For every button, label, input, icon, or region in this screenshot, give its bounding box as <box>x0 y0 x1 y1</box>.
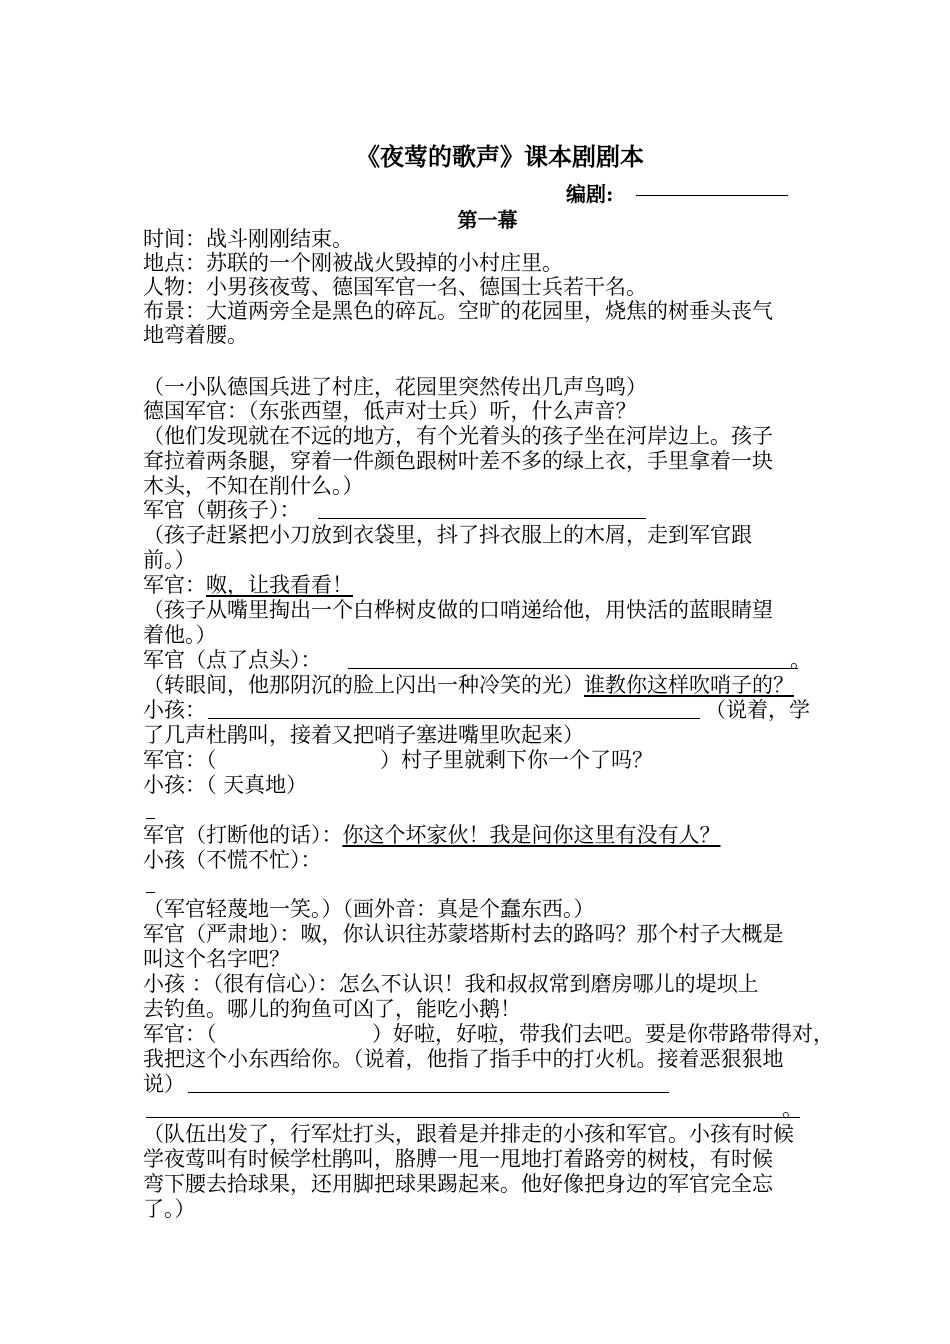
stage-direction: （军官轻蔑地一笑。）（画外音：真是个蠢东西。） <box>143 897 595 921</box>
stage-direction: 学夜莺叫有时候学杜鹃叫，胳膊一甩一甩地打着路旁的树枝，有时候 <box>143 1147 773 1171</box>
stage-direction-text: （转眼间，他那阴沉的脸上闪出一种冷笑的光） <box>143 673 584 697</box>
underlined-answer: 谁教你这样吹哨子的？ <box>584 673 794 697</box>
speaker-label: 军官：（ <box>143 748 217 772</box>
fill-in-blank <box>348 668 798 669</box>
setting-line-cont: 地弯着腰。 <box>143 323 248 347</box>
dialogue-line <box>143 698 206 722</box>
speaker-label: 军官： <box>143 573 206 597</box>
stage-direction <box>143 673 794 697</box>
stage-direction-text: （说着，学 <box>705 698 810 722</box>
stage-direction: （队伍出发了，行军灶打头，跟着是并排走的小孩和军官。小孩有时候 <box>143 1122 794 1146</box>
dialogue-line <box>143 573 353 597</box>
author-label: 编剧: <box>566 182 614 206</box>
stage-direction: 木头，不知在削什么。） <box>143 474 364 498</box>
stage-direction: （一小队德国兵进了村庄，花园里突然传出几声鸟鸣） <box>143 375 647 399</box>
dialogue-line <box>143 748 217 772</box>
speaker-label: 小孩： <box>143 698 206 722</box>
stage-direction: （他们发现就在不远的地方，有个光着头的孩子坐在河岸边上。孩子 <box>143 424 773 448</box>
underlined-answer: 你这个坏家伙！我是问你这里有没有人？ <box>342 823 721 847</box>
dialogue-line <box>143 823 721 847</box>
dialogue-line: 叫这个名字吧？ <box>143 947 290 971</box>
dialogue-line: 德国军官：（东张西望，低声对士兵）听，什么声音？ <box>143 399 637 423</box>
script-title: 《夜莺的歌声》课本剧剧本 <box>356 142 644 171</box>
dialogue-line: 军官（严肃地）：呶，你认识往苏蒙塔斯村去的路吗？那个村子大概是 <box>143 922 784 946</box>
author-line <box>566 178 613 207</box>
dialogue-text: ）村子里就剩下你一个了吗？ <box>380 748 653 772</box>
speaker-label: 军官（点了点头）： <box>143 648 322 672</box>
fill-in-blank <box>146 1117 800 1118</box>
fill-in-blank <box>188 1092 669 1093</box>
setting-line: 布景：大道两旁全是黑色的碎瓦。空旷的花园里，烧焦的树垂头丧气 <box>143 299 773 323</box>
stage-direction: （孩子从嘴里掏出一个白桦树皮做的口哨递给他，用快活的蓝眼睛望 <box>143 598 773 622</box>
stage-direction: 了几声杜鹃叫，接着又把哨子塞进嘴里吹起来） <box>143 723 584 747</box>
dialogue-line <box>143 1022 217 1046</box>
dialogue-line: 去钓鱼。哪儿的狗鱼可凶了，能吃小鹅！ <box>143 997 521 1021</box>
dialogue-line <box>143 1072 185 1096</box>
underlined-answer: 呶，让我看看！ <box>206 573 353 597</box>
dialogue-line: 我把这个小东西给你。（说着，他指了指手中的打火机。接着恶狠狠地 <box>143 1047 784 1071</box>
act-heading: 第一幕 <box>457 208 518 232</box>
stage-direction: 前。） <box>143 548 196 572</box>
speaker-label: 军官：（ <box>143 1022 217 1046</box>
stage-direction: （孩子赶紧把小刀放到衣袋里，抖了抖衣服上的木屑，走到军官跟 <box>143 523 752 547</box>
dialogue-line: 小孩 ：（很有信心）：怎么不认识！我和叔叔常到磨房哪儿的堤坝上 <box>143 972 759 996</box>
punctuation: 。 <box>790 648 811 672</box>
speaker-label: 说） <box>143 1072 185 1096</box>
fill-in-blank <box>318 518 646 519</box>
stage-direction: 耷拉着两条腿，穿着一件颜色跟树叶差不多的绿上衣，手里拿着一块 <box>143 449 773 473</box>
dialogue-text: ）好啦，好啦，带我们去吧。要是你带路带得对， <box>372 1022 834 1046</box>
dialogue-line: 小孩（不慌不忙）： <box>143 848 322 872</box>
stage-direction: 弯下腰去拾球果，还用脚把球果踢起来。他好像把身边的军官完全忘 <box>143 1172 773 1196</box>
speaker-label: 军官（朝孩子）： <box>143 498 301 522</box>
stage-direction: 着他。） <box>143 623 217 647</box>
fill-in-blank <box>208 718 700 719</box>
characters-line: 人物：小男孩夜莺、德国军官一名、德国士兵若干名。 <box>143 275 647 299</box>
dialogue-line: 小孩：（ 天真地） <box>143 773 308 797</box>
fill-in-blank <box>146 818 155 819</box>
dialogue-line <box>143 648 322 672</box>
place-line: 地点：苏联的一个刚被战火毁掉的小村庄里。 <box>143 251 563 275</box>
punctuation: 。 <box>782 1097 803 1121</box>
stage-direction: 了。） <box>143 1197 196 1221</box>
speaker-label: 军官（打断他的话）： <box>143 823 343 847</box>
author-blank <box>636 195 788 196</box>
fill-in-blank <box>146 892 155 893</box>
dialogue-line <box>143 498 301 522</box>
time-line: 时间：战斗刚刚结束。 <box>143 227 353 251</box>
